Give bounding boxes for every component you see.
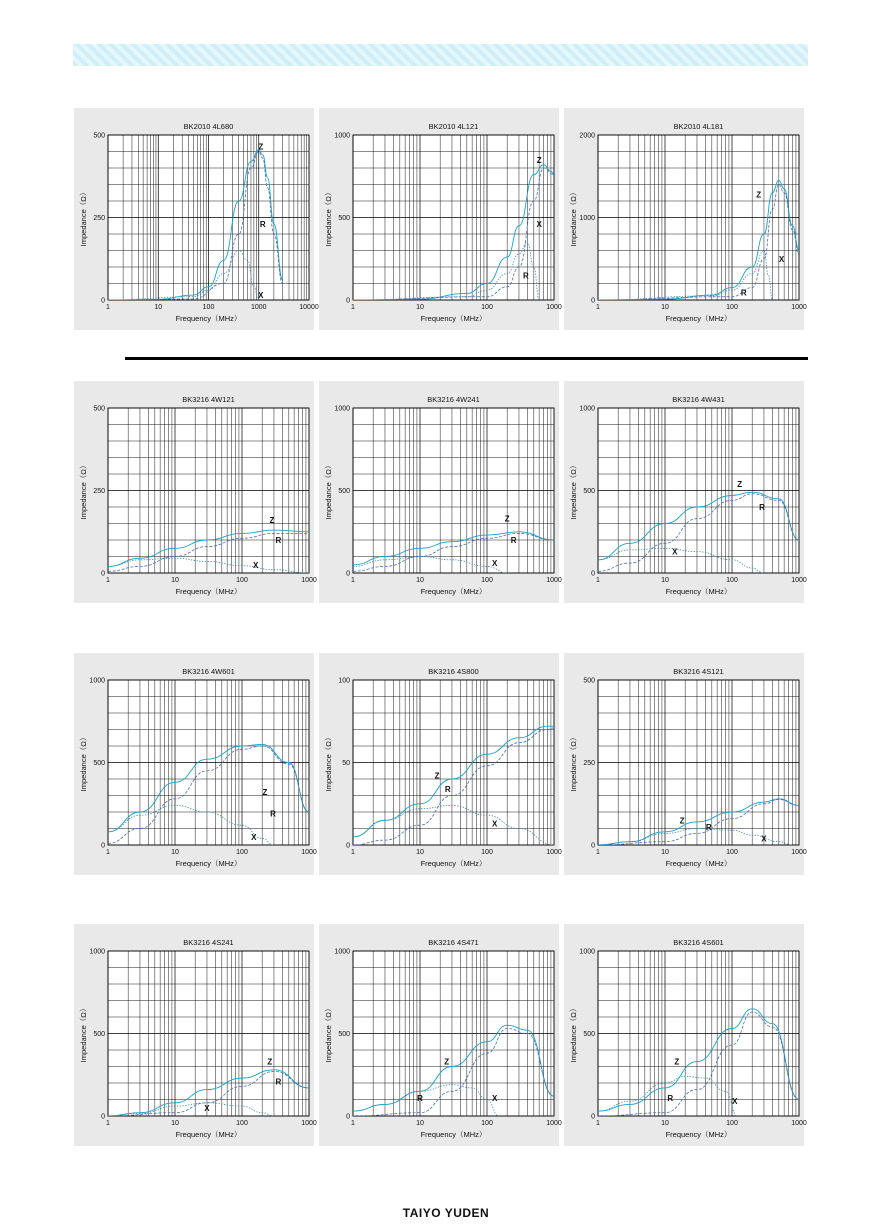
- x-tick-label: 100: [236, 577, 248, 584]
- series-label: Z: [267, 1057, 273, 1067]
- y-axis-label: Impedance（Ω）: [569, 1004, 578, 1063]
- chart-title: BK2010 4L121: [428, 122, 479, 131]
- chart-title: BK3216 4W431: [672, 395, 725, 404]
- series-label: X: [672, 547, 678, 557]
- series-label: Z: [262, 788, 268, 798]
- chart-panel: [319, 381, 562, 603]
- series-label: R: [705, 822, 712, 832]
- y-tick-label: 100: [338, 677, 350, 685]
- series-label: R: [275, 1077, 282, 1087]
- series-label: Z: [737, 479, 743, 489]
- chart-title: BK3216 4W121: [182, 395, 235, 404]
- chart-title: BK3216 4S800: [428, 667, 479, 676]
- x-tick-label: 1000: [301, 577, 317, 584]
- x-tick-label: 10: [171, 849, 179, 856]
- x-tick-label: 100: [481, 1120, 493, 1127]
- y-tick-label: 500: [338, 1031, 350, 1038]
- x-tick-label: 1: [106, 577, 110, 584]
- series-label: R: [522, 271, 529, 281]
- y-tick-label: 500: [583, 1031, 595, 1038]
- x-tick-label: 100: [236, 849, 248, 856]
- impedance-chart: [74, 381, 317, 603]
- y-axis-label: Impedance（Ω）: [79, 733, 88, 792]
- x-tick-label: 100: [481, 849, 493, 856]
- chart-panel: [74, 653, 317, 875]
- y-axis-label: Impedance（Ω）: [79, 1004, 88, 1063]
- x-axis-label: Frequency（MHz）: [175, 587, 242, 596]
- y-axis-label: Impedance（Ω）: [79, 188, 88, 247]
- impedance-chart: [74, 108, 319, 330]
- y-tick-label: 250: [583, 760, 595, 767]
- x-axis-label: Frequency（MHz）: [665, 314, 732, 323]
- series-label: X: [258, 291, 264, 301]
- x-tick-label: 1000: [791, 849, 807, 856]
- series-label: X: [491, 819, 498, 829]
- y-tick-label: 1000: [334, 132, 350, 140]
- x-axis-label: Frequency（MHz）: [420, 314, 487, 323]
- series-label: R: [417, 1093, 423, 1103]
- x-tick-label: 1000: [546, 304, 562, 311]
- y-tick-label: 500: [93, 132, 105, 140]
- y-tick-label: 250: [93, 215, 105, 222]
- y-tick-label: 500: [93, 760, 105, 767]
- x-tick-label: 1000: [301, 849, 317, 856]
- y-tick-label: 1000: [579, 215, 595, 222]
- y-axis-label: Impedance（Ω）: [79, 461, 88, 520]
- y-tick-label: 0: [101, 842, 105, 850]
- series-label: Z: [504, 514, 510, 524]
- series-label: R: [275, 536, 282, 545]
- series-label: X: [778, 254, 785, 264]
- y-tick-label: 0: [101, 1113, 105, 1121]
- x-axis-label: Frequency（MHz）: [420, 587, 487, 596]
- chart-title: BK3216 4S241: [183, 938, 234, 947]
- header-band: [73, 44, 808, 66]
- y-tick-label: 500: [583, 677, 595, 685]
- impedance-chart: [564, 653, 807, 875]
- y-tick-label: 500: [583, 488, 595, 495]
- x-tick-label: 10: [416, 849, 424, 856]
- impedance-chart: [564, 108, 807, 330]
- y-tick-label: 500: [338, 215, 350, 222]
- x-tick-label: 10: [661, 849, 669, 856]
- chart-title: BK3216 4W241: [427, 395, 480, 404]
- x-tick-label: 10: [416, 304, 424, 311]
- chart-panel: [319, 653, 562, 875]
- chart-panel: [564, 924, 807, 1146]
- impedance-chart: [319, 924, 562, 1146]
- chart-panel: [74, 381, 317, 603]
- chart-title: BK3216 4S121: [673, 667, 724, 676]
- x-tick-label: 10: [154, 304, 163, 311]
- x-tick-label: 100: [726, 577, 738, 584]
- series-label: Z: [444, 1057, 450, 1067]
- x-axis-label: Frequency（MHz）: [175, 314, 242, 323]
- y-tick-label: 2000: [579, 132, 595, 140]
- series-label: X: [536, 220, 542, 230]
- series-label: R: [740, 288, 747, 298]
- y-tick-label: 0: [101, 297, 105, 305]
- x-tick-label: 1000: [546, 849, 562, 856]
- series-label: R: [759, 503, 765, 512]
- impedance-chart: [74, 924, 317, 1146]
- x-tick-label: 100: [202, 304, 215, 311]
- x-tick-label: 10: [661, 304, 669, 311]
- x-axis-label: Frequency（MHz）: [420, 859, 487, 868]
- y-tick-label: 0: [591, 1113, 595, 1121]
- x-axis-label: Frequency（MHz）: [420, 1130, 487, 1139]
- x-tick-label: 1000: [250, 304, 267, 311]
- series-label: R: [667, 1093, 674, 1103]
- series-label: Z: [674, 1057, 680, 1067]
- footer-brand: TAIYO YUDEN: [402, 1206, 490, 1220]
- chart-panel: [74, 108, 319, 330]
- series-label: X: [491, 559, 498, 569]
- y-tick-label: 1000: [334, 405, 350, 413]
- x-tick-label: 1000: [546, 577, 562, 584]
- x-tick-label: 1: [596, 304, 600, 311]
- series-label: R: [270, 809, 276, 819]
- y-tick-label: 1000: [579, 405, 595, 413]
- impedance-chart: [564, 381, 807, 603]
- x-tick-label: 1000: [791, 1120, 807, 1127]
- x-tick-label: 100: [726, 304, 738, 311]
- chart-panel: [564, 108, 807, 330]
- chart-panel: [319, 108, 562, 330]
- x-tick-label: 1000: [546, 1120, 562, 1127]
- y-tick-label: 500: [93, 405, 105, 413]
- chart-title: BK2010 4L181: [673, 122, 724, 131]
- x-axis-label: Frequency（MHz）: [665, 859, 732, 868]
- x-tick-label: 1: [351, 1120, 355, 1127]
- chart-title: BK3216 4S601: [673, 938, 724, 947]
- x-tick-label: 10000: [299, 304, 319, 311]
- x-tick-label: 1: [351, 577, 355, 584]
- chart-title: BK3216 4W601: [182, 667, 235, 676]
- y-tick-label: 500: [93, 1031, 105, 1038]
- x-tick-label: 100: [726, 849, 738, 856]
- chart-panel: [74, 924, 317, 1146]
- series-label: Z: [756, 190, 762, 200]
- y-tick-label: 1000: [334, 948, 350, 956]
- x-tick-label: 1: [596, 577, 600, 584]
- y-axis-label: Impedance（Ω）: [569, 733, 578, 792]
- impedance-chart: [319, 108, 562, 330]
- y-tick-label: 250: [93, 488, 105, 495]
- y-axis-label: Impedance（Ω）: [324, 461, 333, 520]
- y-tick-label: 0: [346, 1113, 350, 1121]
- y-tick-label: 0: [346, 297, 350, 305]
- chart-title: BK3216 4S471: [428, 938, 479, 947]
- x-tick-label: 100: [481, 304, 493, 311]
- series-label: Z: [536, 155, 542, 165]
- series-label: X: [253, 560, 259, 570]
- impedance-chart: [319, 653, 562, 875]
- series-label: X: [732, 1097, 738, 1107]
- impedance-chart: [74, 653, 317, 875]
- y-tick-label: 0: [591, 842, 595, 850]
- x-axis-label: Frequency（MHz）: [665, 1130, 732, 1139]
- series-label: X: [761, 834, 767, 844]
- series-label: Z: [258, 142, 264, 152]
- y-axis-label: Impedance（Ω）: [569, 461, 578, 520]
- y-tick-label: 1000: [579, 948, 595, 956]
- chart-panel: [564, 653, 807, 875]
- series-label: X: [204, 1103, 210, 1113]
- x-axis-label: Frequency（MHz）: [665, 587, 732, 596]
- x-tick-label: 1: [106, 1120, 110, 1127]
- y-axis-label: Impedance（Ω）: [569, 188, 578, 247]
- chart-panel: [564, 381, 807, 603]
- chart-title: BK2010 4L680: [183, 122, 234, 131]
- x-tick-label: 100: [481, 577, 493, 584]
- y-tick-label: 0: [591, 297, 595, 305]
- y-tick-label: 1000: [89, 677, 105, 685]
- series-label: R: [510, 536, 517, 545]
- x-tick-label: 1: [351, 304, 355, 311]
- impedance-chart: [564, 924, 807, 1146]
- y-tick-label: 0: [591, 570, 595, 578]
- x-tick-label: 1000: [791, 304, 807, 311]
- x-tick-label: 1000: [791, 577, 807, 584]
- x-tick-label: 1: [351, 849, 355, 856]
- impedance-chart: [319, 381, 562, 603]
- x-tick-label: 1000: [301, 1120, 317, 1127]
- y-tick-label: 50: [342, 760, 350, 767]
- x-axis-label: Frequency（MHz）: [175, 1130, 242, 1139]
- x-tick-label: 1: [596, 849, 600, 856]
- y-tick-label: 0: [346, 842, 350, 850]
- series-label: Z: [434, 771, 440, 781]
- series-label: R: [444, 784, 451, 794]
- y-tick-label: 0: [101, 570, 105, 578]
- x-tick-label: 1: [596, 1120, 600, 1127]
- y-axis-label: Impedance（Ω）: [324, 1004, 333, 1063]
- y-axis-label: Impedance（Ω）: [324, 188, 333, 247]
- y-tick-label: 0: [346, 570, 350, 578]
- x-tick-label: 10: [171, 577, 179, 584]
- x-tick-label: 100: [726, 1120, 738, 1127]
- x-tick-label: 1: [106, 849, 110, 856]
- y-axis-label: Impedance（Ω）: [324, 733, 333, 792]
- series-label: Z: [269, 516, 275, 526]
- chart-panel: [319, 924, 562, 1146]
- series-label: R: [259, 220, 266, 230]
- series-label: X: [251, 832, 257, 842]
- x-axis-label: Frequency（MHz）: [175, 859, 242, 868]
- y-tick-label: 1000: [89, 948, 105, 956]
- y-tick-label: 500: [338, 488, 350, 495]
- x-tick-label: 10: [661, 577, 669, 584]
- section-divider: [125, 357, 808, 360]
- x-tick-label: 10: [416, 1120, 424, 1127]
- x-tick-label: 1: [106, 304, 110, 311]
- series-label: Z: [679, 816, 685, 826]
- x-tick-label: 10: [171, 1120, 179, 1127]
- x-tick-label: 10: [416, 577, 424, 584]
- series-label: X: [491, 1093, 498, 1103]
- x-tick-label: 10: [661, 1120, 669, 1127]
- x-tick-label: 100: [236, 1120, 248, 1127]
